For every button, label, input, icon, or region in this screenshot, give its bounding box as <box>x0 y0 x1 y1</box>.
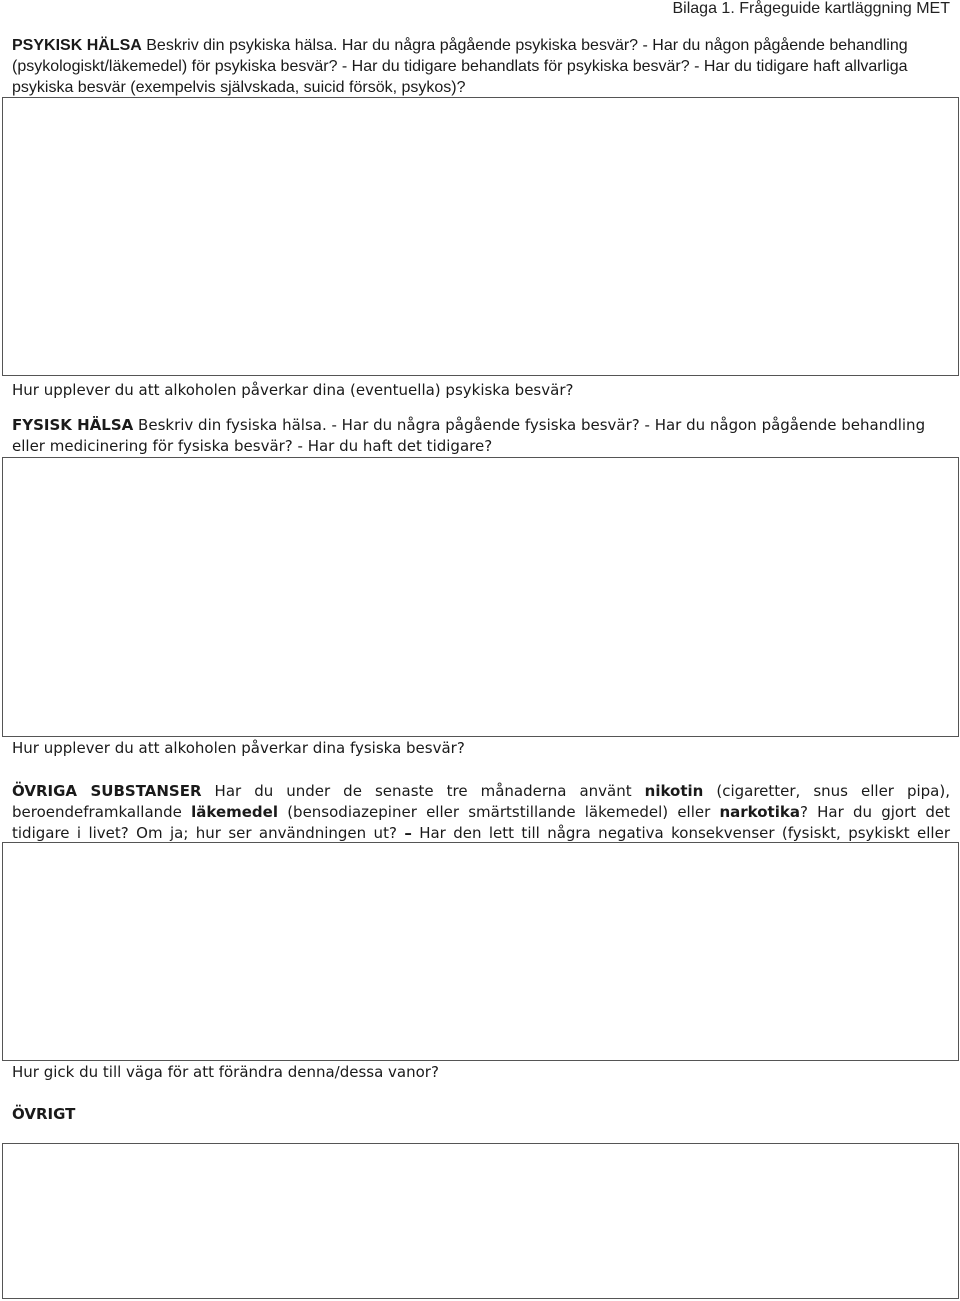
other-title: ÖVRIGT <box>12 1105 76 1123</box>
psych-question <box>12 35 950 98</box>
substances-text-1: Har du under de senaste tre månaderna använt <box>201 782 645 800</box>
appendix-header: Bilaga 1. Frågeguide kartläggning MET <box>672 0 950 17</box>
substances-text-3: (bensodiazepiner eller smärtstillande läkemedel) eller <box>277 803 720 821</box>
substances-text-4: ? Har du gjort det tidigare i livet? Om ja; hur ser användningen ut? <box>12 803 950 842</box>
physical-answer-box[interactable] <box>2 457 959 737</box>
substances-dash: – <box>404 824 412 842</box>
substances-narcotics: narkotika <box>719 803 800 821</box>
change-question: Hur gick du till väga för att förändra denna/dessa vanor? <box>12 1063 439 1081</box>
substances-answer-box[interactable] <box>2 842 959 1061</box>
psych-title: PSYKISK HÄLSA <box>12 37 142 54</box>
psych-alcohol-question: Hur upplever du att alkoholen påverkar dina (eventuella) psykiska besvär? <box>12 381 574 399</box>
physical-title: FYSISK HÄLSA <box>12 416 134 434</box>
substances-medication: läkemedel <box>191 803 278 821</box>
substances-nicotine: nikotin <box>644 782 704 800</box>
psych-answer-box[interactable] <box>2 97 959 376</box>
substances-text-5: Har den lett till några negativa konsekvenser (fysiskt, psykiskt eller <box>419 824 950 842</box>
substances-text-2: (cigaretter, snus eller pipa), beroendeframkallande <box>12 782 950 821</box>
other-answer-box[interactable] <box>2 1143 959 1299</box>
physical-text: Beskriv din fysiska hälsa. - Har du några pågående fysiska besvär? - Har du någon pågående behandling eller medicinering för fysiska besvär? - Har du haft det tidigare? <box>12 416 926 455</box>
physical-question <box>12 415 950 457</box>
physical-alcohol-question: Hur upplever du att alkoholen påverkar dina fysiska besvär? <box>12 739 465 757</box>
psych-text: Beskriv din psykiska hälsa. Har du några pågående psykiska besvär? - Har du någon pågående behandling (psykologiskt/läkemedel) för psykiska besvär? - Har du tidigare behandlats för psykiska besvär? - Har du tidigare haft allvarliga psykiska besvär (exempelvis självskada, suicid försök, psykos)? <box>12 37 908 96</box>
other-section <box>12 1104 950 1125</box>
substances-title: ÖVRIGA SUBSTANSER <box>12 782 202 800</box>
